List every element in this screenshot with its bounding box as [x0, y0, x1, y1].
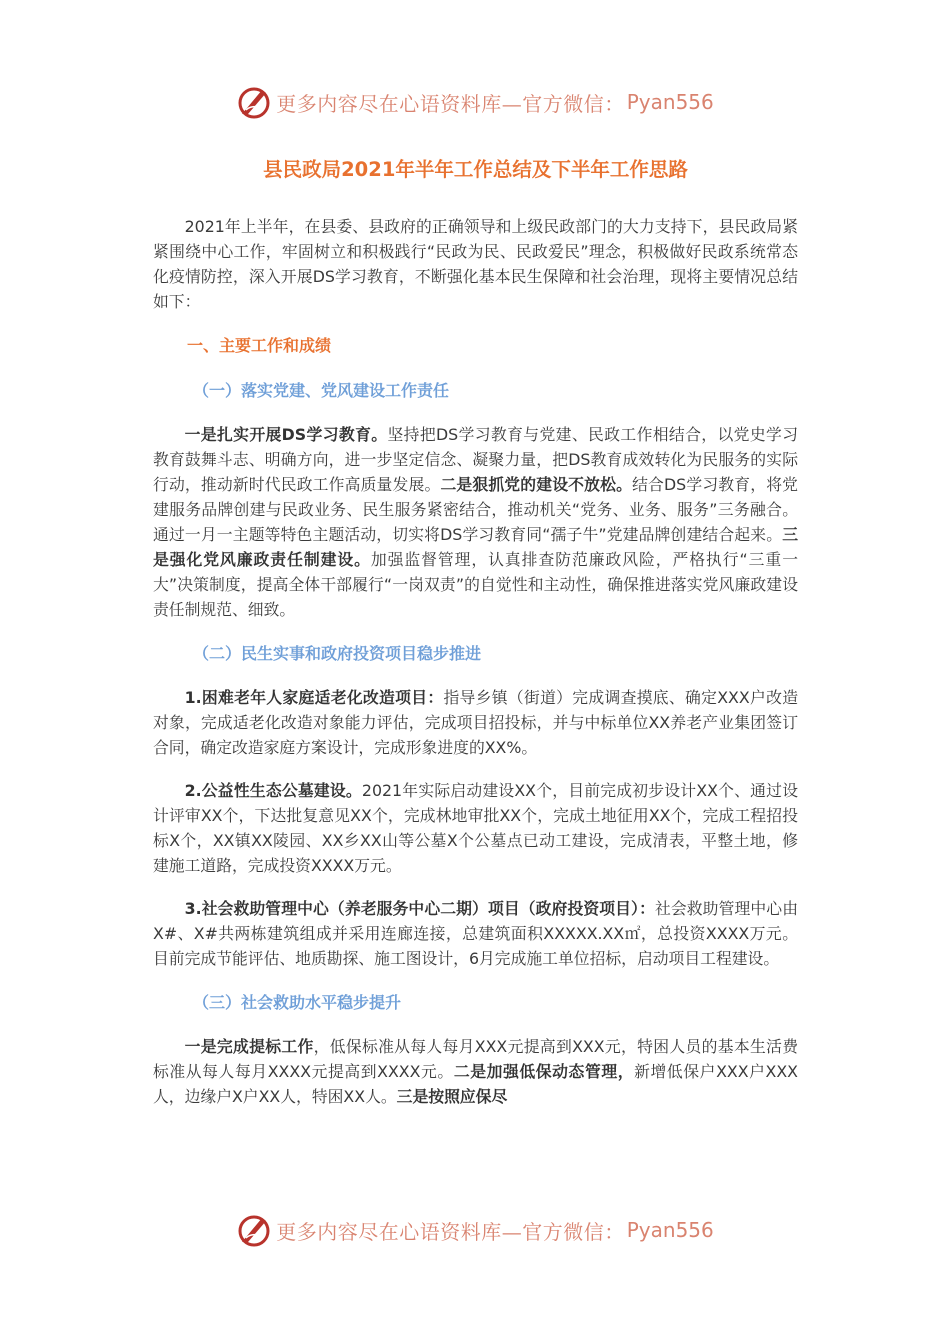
lead-text: 三是强化党风廉政责任制建设。 — [153, 525, 798, 569]
lead-text: 二是加强低保动态管理， — [453, 1062, 635, 1081]
section-heading-1: 一、主要工作和成绩 — [187, 336, 332, 355]
quill-logo-icon — [236, 1212, 272, 1248]
body-text: 加强监督管理，认真排查防范廉政风险，严格执行“三重一大”决策制度，提高全体干部履行“一岗双责”的自觉性和主动性，确保推进落实党风廉政建设责任制规范、细致。 — [153, 550, 798, 619]
lead-text: 二是狠抓党的建设不放松。 — [440, 475, 633, 494]
banner-wechat-id: Pyan556 — [626, 1218, 714, 1242]
paragraph-item-2 — [153, 778, 798, 878]
body-text: 新增低保户XXX户XXX人，边缘户X户XX人，特困XX人。 — [153, 1062, 798, 1106]
lead-text: 3.社会救助管理中心（养老服务中心二期）项目（政府投资项目）： — [184, 899, 655, 918]
banner-wechat-id: Pyan556 — [626, 90, 714, 114]
body-text: 指导乡镇（街道）完成调查摸底、确定XXX户改造对象，完成适老化改造对象能力评估，完成项目招投标，并与中标单位XX养老产业集团签订合同，确定改造家庭方案设计，完成形象进度的XX%。 — [153, 688, 798, 757]
lead-text: 一是扎实开展DS学习教育。 — [184, 425, 388, 444]
paragraph-item-3 — [153, 896, 798, 971]
subsection-heading-2: （二）民生实事和政府投资项目稳步推进 — [193, 644, 482, 663]
body-text: 社会救助管理中心由X#、X#共两栋建筑组成并采用连廊连接，总建筑面积XXXXX.XX㎡，总投资XXXX万元。目前完成节能评估、地质勘探、施工图设计，6月完成施工单位招标，启动项目工程建设。 — [153, 899, 798, 968]
header-banner — [0, 82, 950, 122]
lead-text: 三是按照应保尽 — [396, 1087, 508, 1106]
subsection-heading-1: （一）落实党建、党风建设工作责任 — [193, 381, 450, 400]
body-text: ，低保标准从每人每月XXX元提高到XXX元，特困人员的基本生活费标准从每人每月XXXX元提高到XXXX元。 — [153, 1037, 798, 1081]
footer-banner — [0, 1210, 950, 1250]
lead-text: 2.公益性生态公墓建设。 — [184, 781, 362, 800]
lead-text: 一是完成提标工作 — [184, 1037, 314, 1056]
lead-text: 1.困难老年人家庭适老化改造项目： — [184, 688, 444, 707]
paragraph-social-assistance — [153, 1034, 798, 1109]
quill-logo-icon — [236, 84, 272, 120]
intro-paragraph: 2021年上半年，在县委、县政府的正确领导和上级民政部门的大力支持下，县民政局紧紧围绕中心工作，牢固树立和积极践行“民政为民、民政爱民”理念，积极做好民政系统常态化疫情防控，深入开展DS学习教育，不断强化基本民生保障和社会治理，现将主要情况总结如下： — [153, 217, 798, 311]
body-text: 坚持把DS学习教育与党建、民政工作相结合，以党史学习教育鼓舞斗志、明确方向，进一步坚定信念、凝聚力量，把DS教育成效转化为民服务的实际行动，推动新时代民政工作高质量发展。 — [153, 425, 798, 494]
body-text: 2021年实际启动建设XX个，目前完成初步设计XX个、通过设计评审XX个，下达批复意见XX个，完成林地审批XX个，完成土地征用XX个，完成工程招投标X个，XX镇XX陵园、XX乡XX山等公墓X个公墓点已动工建设，完成清表，平整土地，修建施工道路，完成投资XXXX万元。 — [153, 781, 798, 875]
banner-text: 更多内容尽在心语资料库—官方微信： — [276, 1219, 625, 1244]
document-body — [153, 154, 798, 1127]
body-text: 结合DS学习教育，将党建服务品牌创建与民政业务、民生服务紧密结合，推动机关“党务、业务、服务”三务融合。通过一月一主题等特色主题活动，切实将DS学习教育同“孺子牛”党建品牌创建结合起来。 — [153, 475, 798, 544]
banner-text: 更多内容尽在心语资料库—官方微信： — [276, 91, 625, 116]
paragraph-item-1 — [153, 685, 798, 760]
paragraph-party-building — [153, 422, 798, 622]
document-title: 县民政局2021年半年工作总结及下半年工作思路 — [263, 158, 688, 181]
subsection-heading-3: （三）社会救助水平稳步提升 — [193, 993, 402, 1012]
